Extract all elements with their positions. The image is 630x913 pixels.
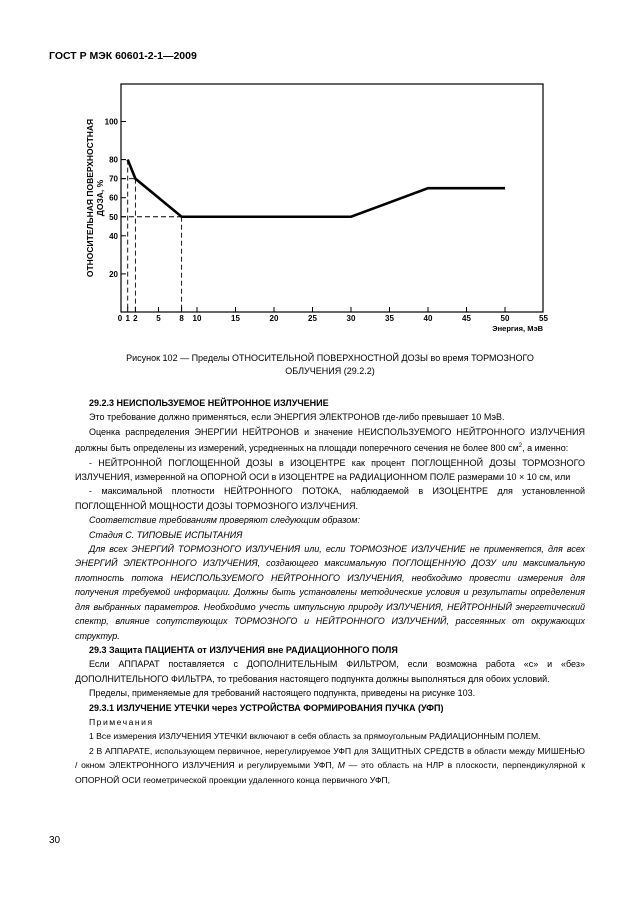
superscript: 2 (518, 443, 523, 450)
note-1: 1 Все измерения ИЗЛУЧЕНИЯ УТЕЧКИ включают в себя область за прямоугольным РАДИАЦИОННЫМ ПОЛЕМ. (89, 731, 541, 742)
y-tick-label: 60 (109, 193, 118, 203)
caption-line-1: Рисунок 102 — Пределы ОТНОСИТЕЛЬНОЙ ПОВЕРХНОСТНОЙ ДОЗЫ во время ТОРМОЗНОГО (126, 353, 534, 363)
x-tick-label: 55 (539, 314, 548, 323)
paragraph: Пределы, применяемые для требований настоящего подпункта, приведены на рисунке 103. (89, 688, 476, 699)
text-span: 2 В АППАРАТЕ, использующем первичное, нерегулируемое УФП для ЗАЩИТНЫХ СРЕДСТВ в области между МИШЕНЬЮ / окном ЭЛЕКТРОННОГО ИЗЛУЧЕНИЯ и регулируемыми УФП, (75, 745, 585, 771)
y-tick-label: 20 (109, 269, 118, 279)
paragraph: - максимальной плотности НЕЙТРОННОГО ПОТОКА, наблюдаемой в ИЗОЦЕНТРЕ для установленной ПОГЛОЩЕННОЙ МОЩНОСТИ ДОЗЫ ТОРМОЗНОГО ИЗЛУЧЕНИЯ. (75, 486, 585, 511)
y-tick-label: 40 (109, 231, 118, 241)
x-tick-label: 1 (125, 314, 130, 323)
notes-block (75, 715, 585, 787)
y-tick-label: 70 (109, 174, 118, 184)
document-header: ГОСТ Р МЭК 60601-2-1—2009 (49, 50, 197, 62)
paragraph: Стадия С. ТИПОВЫЕ ИСПЫТАНИЯ (89, 529, 243, 540)
x-tick-label: 5 (156, 314, 161, 323)
section-heading-29-3-1: 29.3.1 ИЗЛУЧЕНИЕ УТЕЧКИ через УСТРОЙСТВА ФОРМИРОВАНИЯ ПУЧКА (УФП) (89, 702, 444, 713)
document-body (75, 396, 585, 787)
notes-title: Примечания (89, 716, 154, 727)
x-tick-label: 25 (308, 314, 317, 323)
y-tick-label: 50 (109, 212, 118, 222)
x-tick-label: 40 (423, 314, 433, 323)
x-tick-label: 30 (346, 314, 356, 323)
x-tick-label: 8 (179, 314, 184, 323)
paragraph: - НЕЙТРОННОЙ ПОГЛОЩЕННОЙ ДОЗЫ в ИЗОЦЕНТРЕ как процент ПОГЛОЩЕННОЙ ДОЗЫ ТОРМОЗНОГО ИЗЛУЧЕНИЯ, измеренной на ОПОРНОЙ ОСИ в ИЗОЦЕНТРЕ на РАДИАЦИОННОМ ПОЛЕ размерами 10 × 10 см, или (75, 457, 585, 483)
plot-frame (121, 84, 543, 312)
paragraph: Для всех ЭНЕРГИЙ ТОРМОЗНОГО ИЗЛУЧЕНИЯ или, если ТОРМОЗНОЕ ИЗЛУЧЕНИЕ не применяется, для всех ЭНЕРГИЙ ЭЛЕКТРОННОГО ИЗЛУЧЕНИЯ, создающего максимальную ПОГЛОЩЕННУЮ ДОЗУ или максимальную плотность потока НЕИСПОЛЬЗУЕМОГО НЕЙТРОННОГО ИЗЛУЧЕНИЯ, необходимо провести измерения для получения требуемой информации. Должны быть установлены методические условия и результаты определения для выбранных параметров. Необходимо учесть импульсную природу ИЗЛУЧЕНИЯ, НЕЙТРОННЫЙ энергетический спектр, влияние сопутствующих ТОРМОЗНОГО и НЕЙТРОННОГО ИЗЛУЧЕНИЙ, рассеянных от окружающих структур. (75, 544, 585, 641)
text-span: , а именно: (522, 443, 569, 454)
caption-line-2: ОБЛУЧЕНИЯ (29.2.2) (285, 366, 375, 376)
x-tick-label: 10 (192, 314, 202, 323)
y-tick-label: 100 (104, 117, 118, 127)
paragraph: Это требование должно применяться, если ЭНЕРГИЯ ЭЛЕКТРОНОВ где-либо превышает 10 МэВ. (89, 412, 505, 423)
x-tick-label: 20 (269, 314, 279, 323)
section-heading-29-2-3: 29.2.3 НЕИСПОЛЬЗУЕМОЕ НЕЙТРОННОЕ ИЗЛУЧЕНИЕ (89, 398, 329, 408)
x-tick-label: 0 (117, 314, 123, 323)
x-tick-label: 50 (500, 314, 510, 323)
x-tick-label: 45 (462, 314, 471, 323)
section-heading-29-3: 29.3 Защита ПАЦИЕНТА от ИЗЛУЧЕНИЯ вне РАДИАЦИОННОГО ПОЛЯ (89, 644, 398, 655)
y-tick-label: 80 (109, 155, 118, 165)
y-axis-label: ДОЗА, % (95, 179, 105, 217)
paragraph (75, 425, 585, 456)
page-number: 30 (49, 835, 61, 846)
relative-surface-dose-chart (0, 0, 630, 345)
x-tick-label: 15 (231, 314, 240, 323)
text-span: — это область на НЛР в плоскости, перпендикулярной к ОПОРНОЙ ОСИ геометрической проекции удаленного конца первичного УФП, (75, 760, 585, 785)
text-span: Оценка распределения ЭНЕРГИИ НЕЙТРОНОВ и значение НЕИСПОЛЬЗУЕМОГО НЕЙТРОННОГО ИЗЛУЧЕНИЯ должны быть определены из измерений, усредненных на площади поперечного сечения не более 800 см (75, 426, 585, 454)
paragraph: Соответствие требованиям проверяют следующим образом: (89, 515, 360, 526)
y-axis-label: ОТНОСИТЕЛЬНАЯ ПОВЕРХНОСТНАЯ (85, 118, 95, 278)
text-span: М (337, 760, 345, 771)
x-axis-label: Энергия, МэВ (492, 324, 543, 333)
x-tick-label: 2 (133, 314, 138, 323)
note-2 (75, 744, 585, 787)
dose-limit-line (128, 160, 505, 217)
figure-caption (60, 352, 600, 378)
paragraph: Если АППАРАТ поставляется с ДОПОЛНИТЕЛЬНЫМ ФИЛЬТРОМ, если возможна работа «с» и «без» ДОПОЛНИТЕЛЬНОГО ФИЛЬТРА, то требования настоящего подпункта должны выполняться для обоих условий. (75, 659, 585, 684)
x-tick-label: 35 (385, 314, 394, 323)
